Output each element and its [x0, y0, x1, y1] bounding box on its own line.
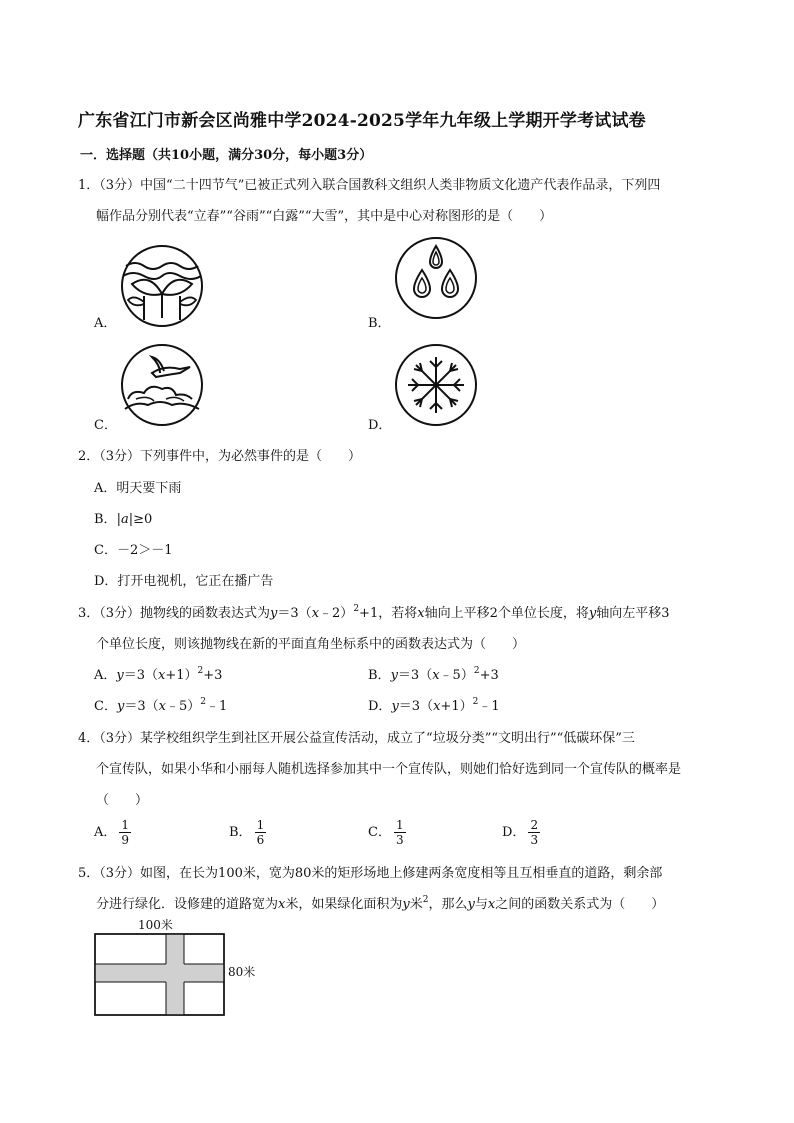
q2-stem: 2．（3分）下列事件中，为必然事件的是（ ） — [78, 449, 362, 464]
page-title: 广东省江门市新会区尚雅中学2024-2025学年九年级上学期开学考试试卷 — [78, 111, 646, 131]
q2-b-label: B． — [94, 512, 117, 527]
q2-option-c[interactable]: C．－2＞－1 — [94, 543, 173, 558]
q4-stem-line3: （ ） — [96, 793, 149, 808]
q1-option-a-label[interactable]: A． — [94, 316, 117, 331]
q2-option-a[interactable]: A．明天要下雨 — [94, 481, 182, 496]
q2-option-b[interactable] — [94, 508, 152, 527]
bird-clouds-icon — [120, 343, 204, 427]
figure-length-label: 100米 — [138, 918, 173, 932]
q2-option-d[interactable]: D．打开电视机，它正在播广告 — [94, 574, 274, 589]
q3-stem-line2: 个单位长度，则该抛物线在新的平面直角坐标系中的函数表达式为（ ） — [96, 637, 526, 652]
sprout-icon — [120, 244, 204, 328]
q1-option-d-label[interactable]: D． — [368, 418, 392, 433]
q4-option-d[interactable]: D． $\frac{2}{3}$ — [502, 818, 539, 847]
q3-option-a[interactable]: A．$y=3(x+1)^2+3$ — [94, 666, 223, 683]
q3-stem-line1: 3．（3分）抛物线的函数表达式为y＝3（x﹣2）$^2$+1，若将x轴向上平移2个单位长度，将y轴向左平移3 — [78, 604, 670, 621]
q2-b-variable: |a| — [116, 512, 134, 527]
raindrops-icon — [394, 236, 478, 320]
q3-option-b[interactable]: B．y＝3（x﹣5）$^2$+3 — [368, 666, 499, 683]
road-diagram — [94, 933, 226, 1017]
q4-stem-line1: 4．（3分）某学校组织学生到社区开展公益宣传活动，成立了“垃圾分类”“文明出行”“低碳环保”三 — [78, 731, 635, 746]
q3-option-c[interactable]: C．y＝3（x﹣5）$^2$﹣1 — [94, 697, 228, 714]
q4-option-a[interactable]: A． $\frac{1}{9}$ — [94, 818, 130, 847]
q4-option-b[interactable]: B． $\frac{1}{6}$ — [229, 818, 265, 847]
q2-b-relation: ≥0 — [133, 512, 153, 527]
q4-stem-line2: 个宣传队，如果小华和小丽每人随机选择参加其中一个宣传队，则她们恰好选到同一个宣传队的概率是 — [96, 762, 682, 777]
fraction: $\frac{1}{3}$ — [395, 818, 404, 847]
figure-width-label: 80米 — [228, 965, 256, 979]
q5-stem-line1: 5．（3分）如图，在长为100米，宽为80米的矩形场地上修建两条宽度相等且互相垂直的道路，剩余部 — [78, 866, 663, 881]
fraction: $\frac{1}{9}$ — [121, 818, 130, 847]
section-heading: 一．选择题（共10小题，满分30分，每小题3分） — [80, 148, 373, 163]
q3-option-d[interactable]: D．$y=3(x+1)^2﹣1$ — [368, 697, 500, 714]
q1-option-b-label[interactable]: B． — [368, 316, 391, 331]
q1-option-c-label[interactable]: C． — [94, 418, 117, 433]
q1-stem-line2: 幅作品分别代表“立春”“谷雨”“白露”“大雪”，其中是中心对称图形的是（ ） — [96, 209, 553, 224]
fraction: $\frac{2}{3}$ — [530, 818, 539, 847]
q1-stem-line1: 1．（3分）中国“二十四节气”已被正式列入联合国教科文组织人类非物质文化遗产代表作品录，下列四 — [78, 178, 661, 193]
snowflake-icon — [394, 343, 478, 427]
q4-option-c[interactable]: C． $\frac{1}{3}$ — [368, 818, 404, 847]
q5-stem-line2: 分进行绿化．设修建的道路宽为x米，如果绿化面积为y米$^2$，那么y与x之间的函数关系式为（ ） — [96, 895, 665, 912]
fraction: $\frac{1}{6}$ — [256, 818, 265, 847]
